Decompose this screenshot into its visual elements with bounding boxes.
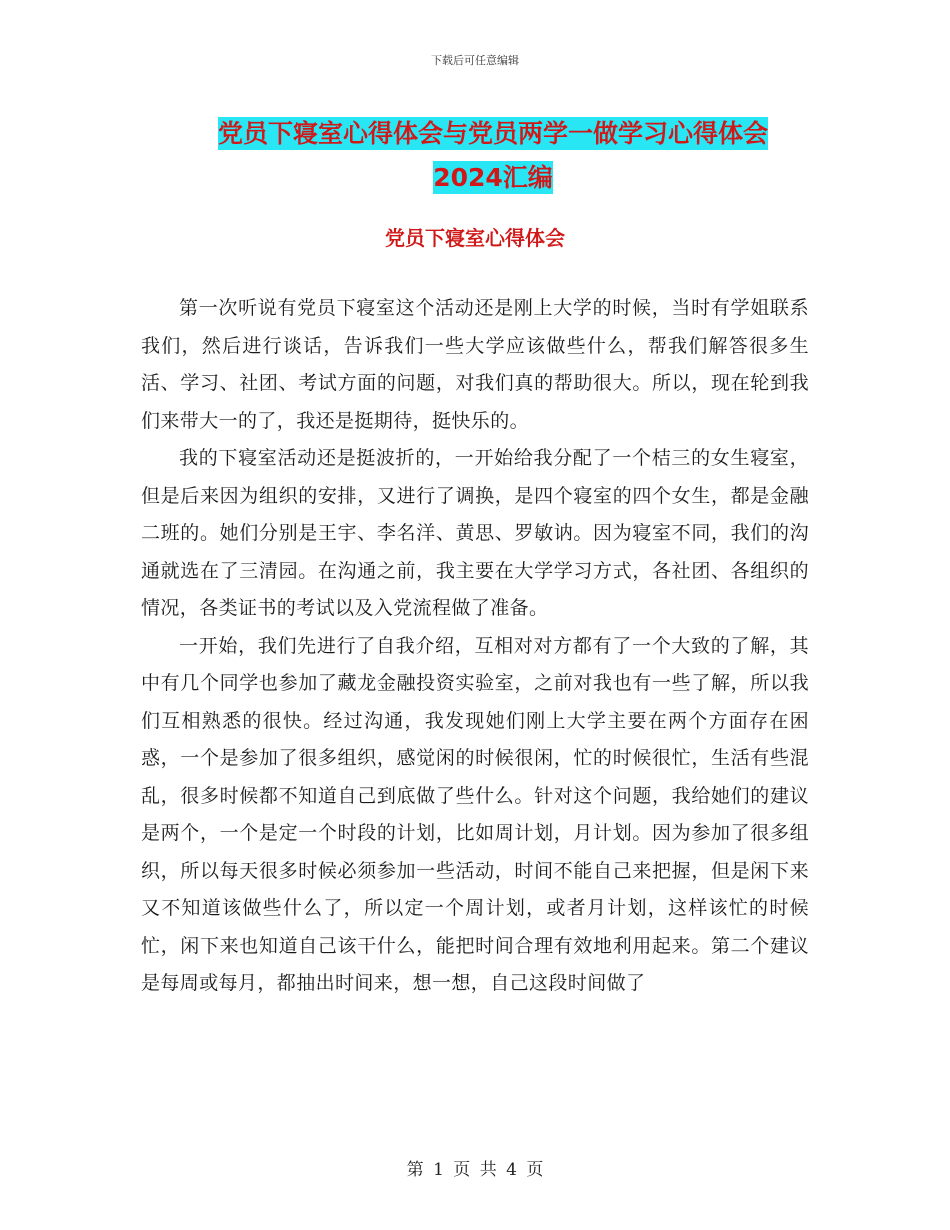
page-number: 第 1 页 共 4 页	[406, 1160, 544, 1180]
document-body	[141, 290, 809, 1003]
document-title-line1: 党员下寝室心得体会与党员两学一做学习心得体会	[217, 119, 768, 148]
body-paragraph: 第一次听说有党员下寝室这个活动还是刚上大学的时候，当时有学姐联系我们，然后进行谈话，告诉我们一些大学应该做些什么，帮我们解答很多生活、学习、社团、考试方面的问题，对我们真的帮助很大。所以，现在轮到我们来带大一的了，我还是挺期待，挺快乐的。	[141, 297, 809, 432]
page-header-note: 下载后可任意编辑	[431, 54, 519, 67]
body-paragraph: 一开始，我们先进行了自我介绍，互相对对方都有了一个大致的了解，其中有几个同学也参加了藏龙金融投资实验室，之前对我也有一些了解，所以我们互相熟悉的很快。经过沟通，我发现她们刚上大学主要在两个方面存在困惑，一个是参加了很多组织，感觉闲的时候很闲，忙的时候很忙，生活有些混乱，很多时候都不知道自己到底做了些什么。针对这个问题，我给她们的建议是两个，一个是定一个时段的计划，比如周计划，月计划。因为参加了很多组织，所以每天很多时候必须参加一些活动，时间不能自己来把握，但是闲下来又不知道该做些什么了，所以定一个周计划，或者月计划，这样该忙的时候忙，闲下来也知道自己该干什么，能把时间合理有效地利用起来。第二个建议是每周或每月，都抽出时间来，想一想，自己这段时间做了	[141, 634, 809, 994]
section-heading: 党员下寝室心得体会	[385, 226, 565, 250]
document-title-line2: 2024汇编	[433, 163, 553, 192]
document-title	[100, 112, 886, 200]
body-paragraph: 我的下寝室活动还是挺波折的，一开始给我分配了一个桔三的女生寝室，但是后来因为组织的安排，又进行了调换，是四个寝室的四个女生，都是金融二班的。她们分别是王宇、李名洋、黄思、罗敏讷。因为寝室不同，我们的沟通就选在了三清园。在沟通之前，我主要在大学学习方式，各社团、各组织的情况，各类证书的考试以及入党流程做了准备。	[141, 447, 809, 619]
